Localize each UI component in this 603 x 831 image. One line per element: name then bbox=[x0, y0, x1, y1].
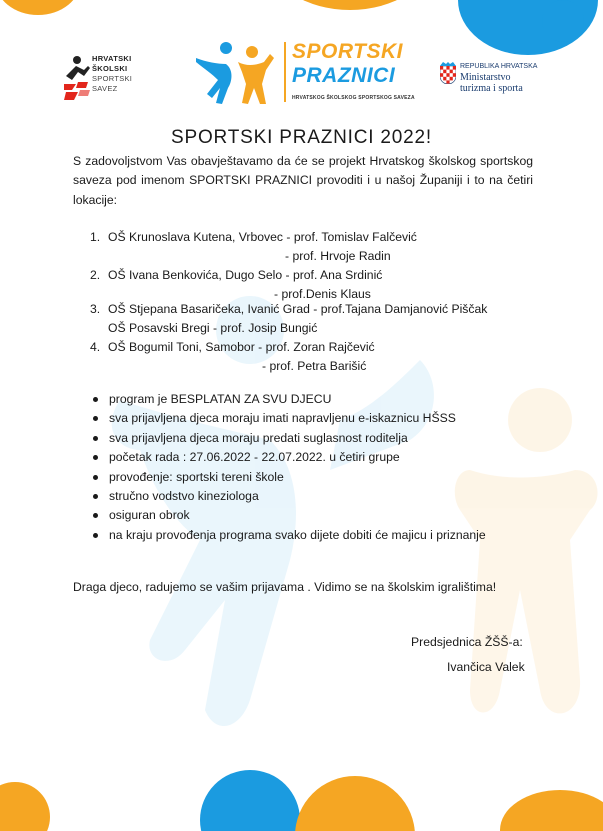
bullet-item: početak rada : 27.06.2022 - 22.07.2022. u četiri grupe bbox=[93, 448, 486, 467]
location-text: OŠ Stjepana Basaričeka, Ivanić Grad - prof.Tajana Damjanović Piščak bbox=[108, 302, 488, 316]
signature-role: Predsjednica ŽŠŠ-a: bbox=[411, 635, 523, 649]
signature-name: Ivančica Valek bbox=[447, 660, 525, 674]
closing-text: Draga djeco, radujemo se vašim prijavama . Vidimo se na školskim igralištima! bbox=[73, 580, 497, 594]
bullet-item: sva prijavljena djeca moraju predati suglasnost roditelja bbox=[93, 429, 486, 448]
location-extra: - prof. Hrvoje Radin bbox=[285, 249, 391, 263]
hss-line: SAVEZ bbox=[92, 84, 118, 93]
wordmark-line2: PRAZNICI bbox=[292, 64, 396, 87]
hss-logo-text bbox=[92, 54, 132, 94]
ministry-line2: Ministarstvo bbox=[460, 72, 511, 83]
hss-emblem-icon bbox=[62, 54, 92, 102]
list-item bbox=[90, 338, 375, 373]
location-extra: - prof.Denis Klaus bbox=[274, 287, 371, 301]
hss-line: HRVATSKI bbox=[92, 54, 132, 63]
wordmark-line1: SPORTSKI bbox=[292, 40, 403, 63]
list-number: 1. bbox=[90, 230, 101, 244]
list-number: 4. bbox=[90, 340, 101, 354]
list-item bbox=[90, 228, 417, 263]
jumping-kids-icon bbox=[192, 40, 282, 106]
bullet-item: program je BESPLATAN ZA SVU DJECU bbox=[93, 390, 486, 409]
page-title: SPORTSKI PRAZNICI 2022! bbox=[171, 127, 432, 148]
list-item bbox=[90, 266, 383, 301]
bullet-item: provođenje: sportski tereni škole bbox=[93, 468, 486, 487]
location-extra: - prof. Petra Barišić bbox=[262, 359, 367, 373]
logo-divider bbox=[284, 42, 286, 102]
sportski-praznici-logo bbox=[192, 40, 415, 106]
ministry-logo bbox=[440, 62, 570, 98]
intro-paragraph: S zadovoljstvom Vas obavještavamo da će se projekt Hrvatskog školskog sportskog saveza pod imenom SPORTSKI PRAZNICI provoditi i u našoj Županiji i to na četiri lokacije: bbox=[73, 154, 533, 207]
hss-logo bbox=[62, 54, 172, 106]
bullet-item: stručno vodstvo kineziologa bbox=[93, 487, 486, 506]
bullet-item: sva prijavljena djeca moraju imati napravljenu e-iskaznicu HŠSS bbox=[93, 409, 486, 428]
hss-line: SPORTSKI bbox=[92, 74, 133, 83]
list-item bbox=[90, 300, 488, 335]
bullet-item: na kraju provođenja programa svako dijete dobiti će majicu i priznanje bbox=[93, 526, 486, 545]
hss-line: ŠKOLSKI bbox=[92, 64, 128, 73]
location-text: OŠ Ivana Benkovića, Dugo Selo - prof. Ana Srdinić bbox=[108, 268, 383, 282]
location-text: OŠ Bogumil Toni, Samobor - prof. Zoran Rajčević bbox=[108, 340, 375, 354]
croatian-coat-of-arms-icon bbox=[440, 62, 456, 84]
wordmark-subtitle: HRVATSKOG ŠKOLSKOG SPORTSKOG SAVEZA bbox=[292, 95, 415, 101]
ministry-line1: REPUBLIKA HRVATSKA bbox=[460, 63, 538, 70]
ministry-text bbox=[460, 62, 537, 94]
sportski-praznici-wordmark bbox=[292, 40, 403, 88]
list-number: 2. bbox=[90, 268, 101, 282]
location-extra: OŠ Posavski Bregi - prof. Josip Bungić bbox=[108, 321, 318, 335]
list-number: 3. bbox=[90, 302, 101, 316]
ministry-line3: turizma i sporta bbox=[460, 83, 523, 94]
bullet-item: osiguran obrok bbox=[93, 506, 486, 525]
info-bullet-list bbox=[93, 390, 486, 545]
location-text: OŠ Krunoslava Kutena, Vrbovec - prof. Tomislav Falčević bbox=[108, 230, 417, 244]
